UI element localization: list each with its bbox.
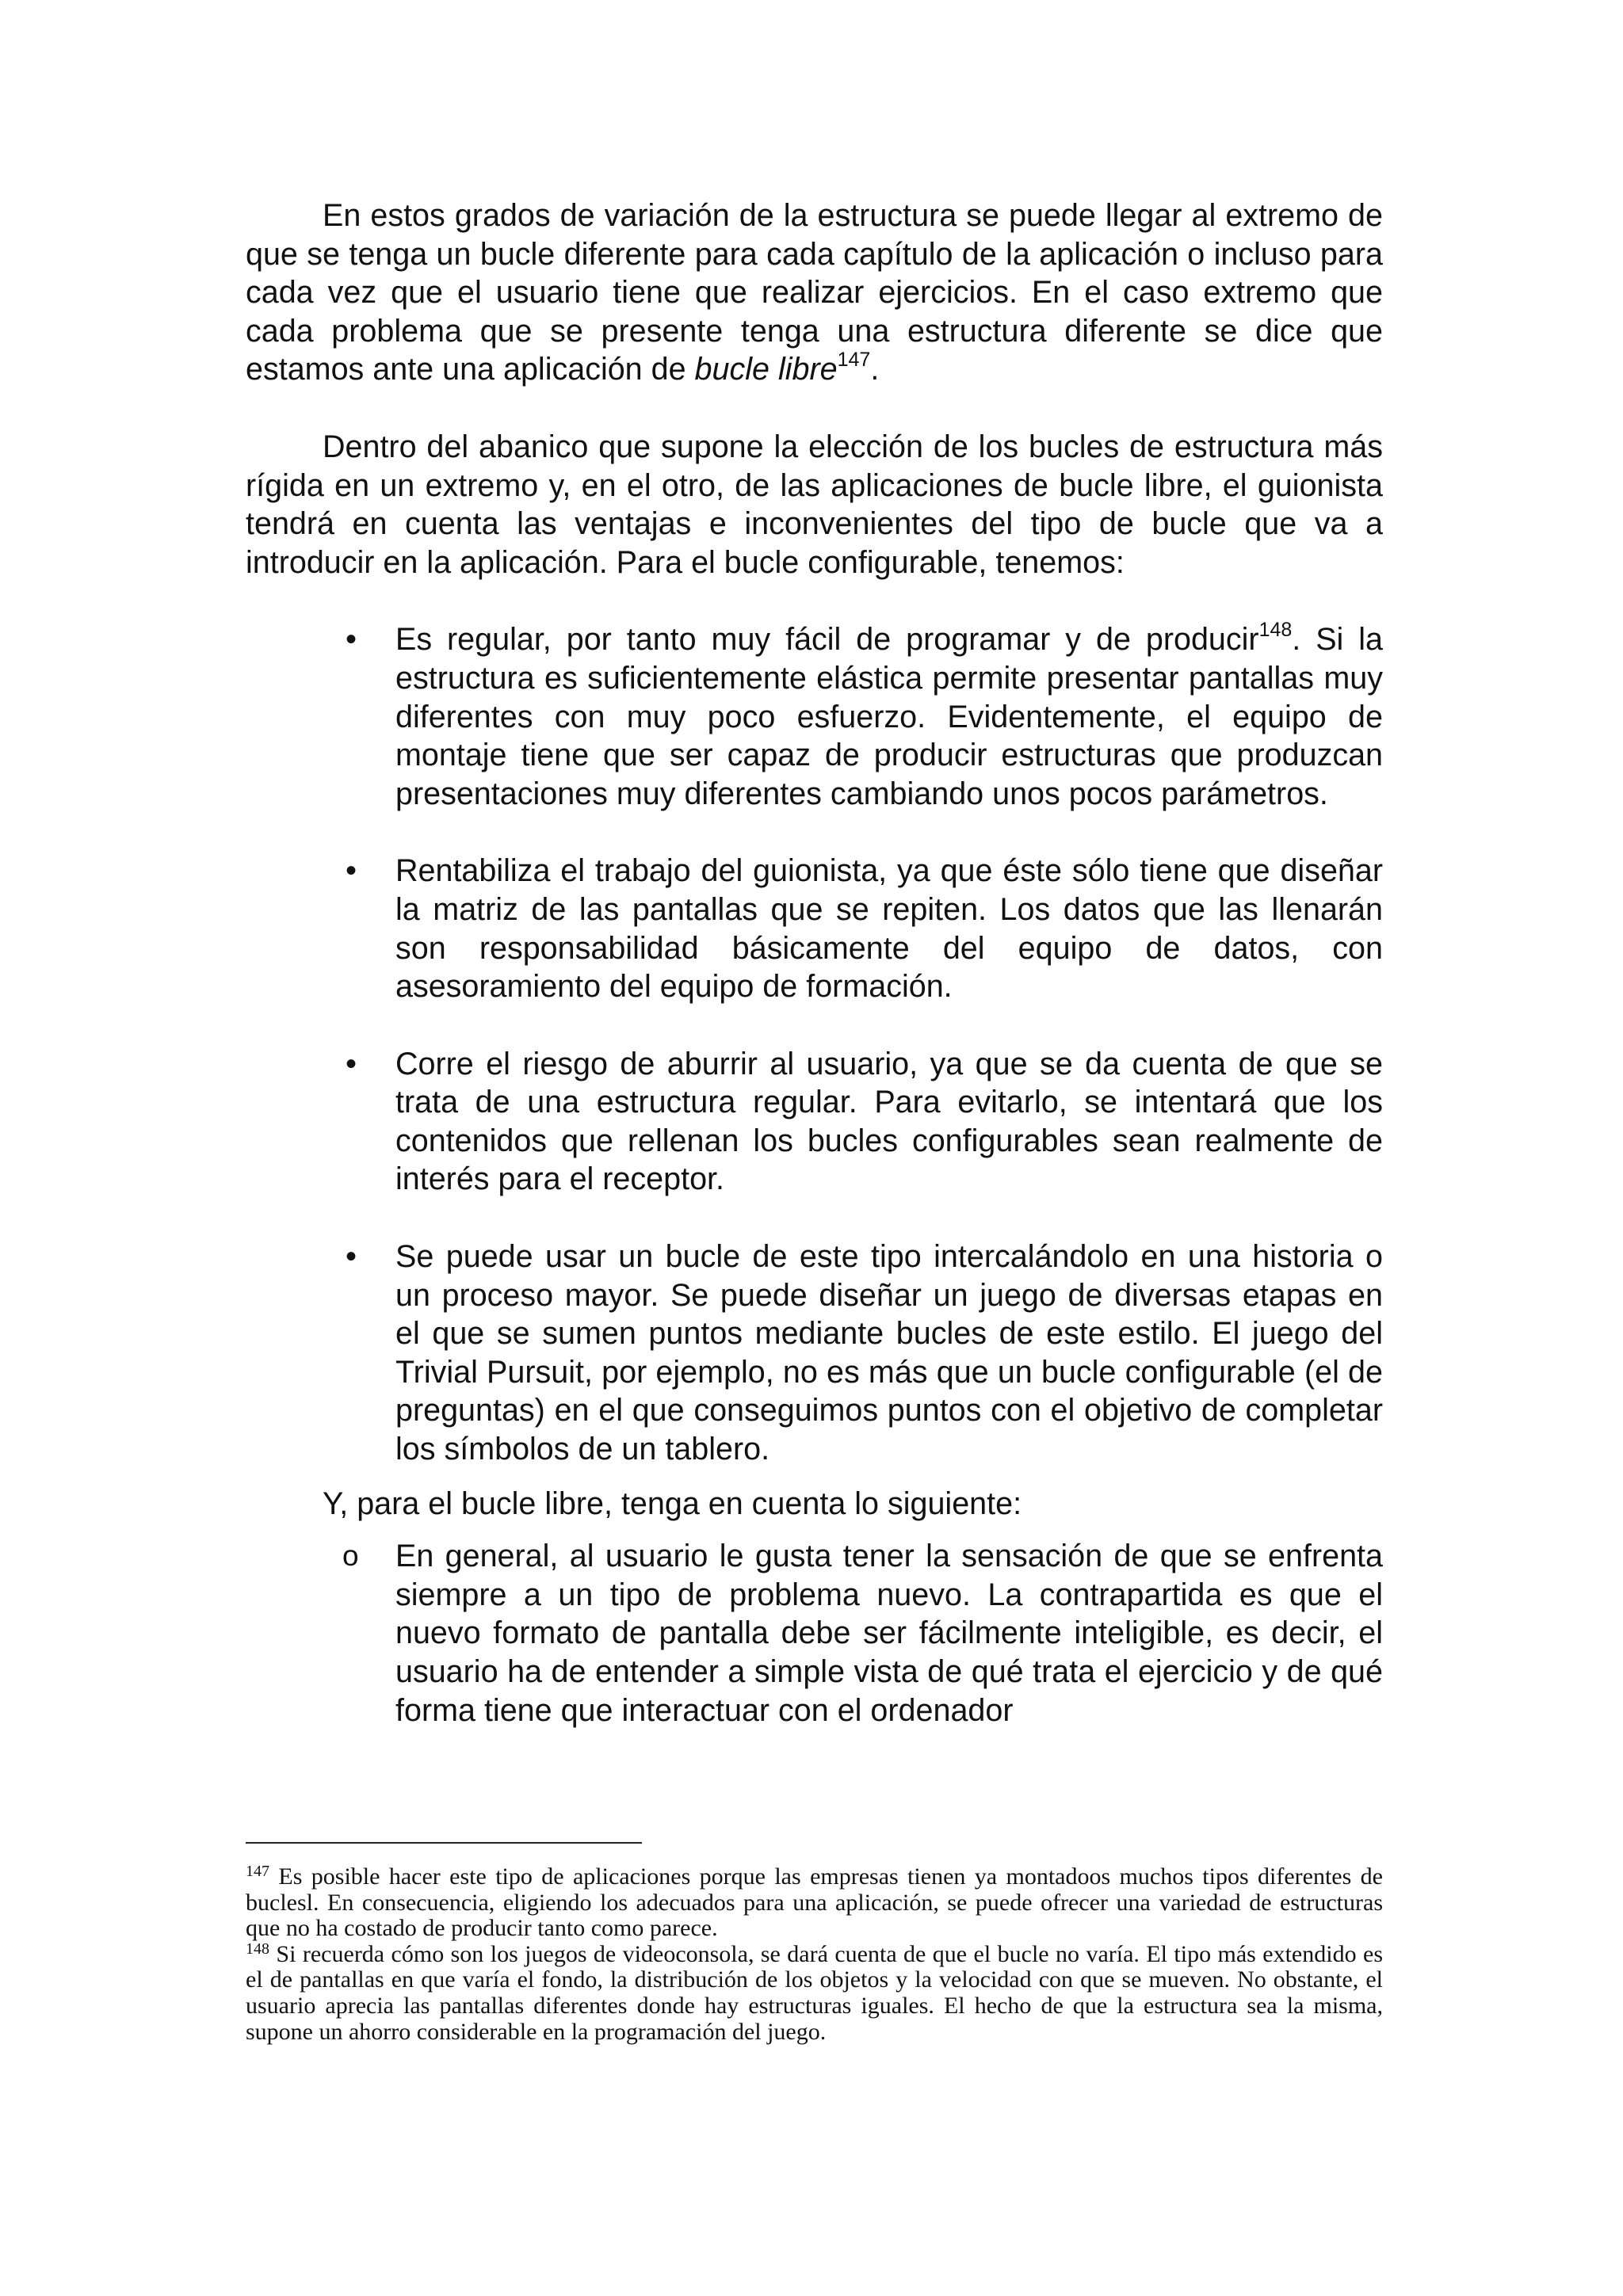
- footnote-text: Es posible hacer este tipo de aplicaciones porque las empresas tienen ya montadoos muchos tipos diferentes de buclesl. En consecuencia, eligiendo los adecuados para una aplicación, se puede ofrecer una variedad de estructuras que no ha costado de producir tanto como parece.: [246, 1863, 1383, 1942]
- list-item: [246, 620, 1383, 813]
- footnote-text: Si recuerda cómo son los juegos de videoconsola, se dará cuenta de que el bucle no varía. El tipo más extendido es el de pantallas en que varía el fondo, la distribución de los objetos y la velocidad con que se mueven. No obstante, el usuario aprecia las pantallas diferentes donde hay estructuras iguales. El hecho de que la estructura sea la misma, supone un ahorro considerable en la programación del juego.: [246, 1940, 1383, 2045]
- footnotes: [246, 1864, 1383, 2045]
- list-item-text: En general, al usuario le gusta tener la sensación de que se enfrenta siempre a un tipo de problema nuevo. La contrapartida es que el nuevo formato de pantalla debe ser fácilmente inteligible, es decir, el usuario ha de entender a simple vista de qué trata el ejercicio y de qué forma tiene que interactuar con el ordenador: [395, 1539, 1383, 1728]
- circle-list-free-loop: [246, 1537, 1383, 1730]
- footnote-number: 148: [246, 1939, 269, 1958]
- footnote-148: [246, 1939, 1383, 2045]
- list-item-text: Se puede usar un bucle de este tipo intercalándolo en una historia o un proceso mayor. Se puede diseñar un juego de diversas etapas en el que se sumen puntos mediante bucles de este estilo. El juego del Trivial Pursuit, por ejemplo, no es más que un bucle configurable (el de preguntas) en el que conseguimos puntos con el objetivo de completar los símbolos de un tablero.: [395, 1239, 1383, 1467]
- list-item-text: Es regular, por tanto muy fácil de programar y de producir: [395, 622, 1259, 658]
- circle-bullet-icon: o: [342, 1539, 359, 1573]
- list-item: [246, 1045, 1383, 1199]
- list-item-text: Corre el riesgo de aburrir al usuario, ya que se da cuenta de que se trata de una estructura regular. Para evitarlo, se intentará que los contenidos que rellenan los bucles configurables sean realmente de interés para el receptor.: [395, 1046, 1383, 1197]
- footnote-ref-147[interactable]: 147: [837, 349, 871, 372]
- list-item: [246, 1238, 1383, 1469]
- paragraph-free-loop-definition: [246, 196, 1383, 389]
- footnote-separator: [246, 1842, 642, 1844]
- italic-term: bucle libre: [694, 352, 838, 387]
- paragraph-end: .: [870, 352, 880, 387]
- bullet-icon: •: [346, 622, 357, 658]
- bullet-icon: •: [346, 853, 357, 889]
- bullet-icon: •: [346, 1239, 357, 1275]
- list-item-text: Rentabiliza el trabajo del guionista, ya que éste sólo tiene que diseñar la matriz de las pantallas que se repiten. Los datos que las llenarán son responsabilidad básicamente del equipo de datos, con asesoramiento del equipo de formación.: [395, 853, 1383, 1005]
- list-item-text-continued: . Si la estructura es suficientemente elástica permite presentar pantallas muy diferentes con muy poco esfuerzo. Evidentemente, el equipo de montaje tiene que ser capaz de producir estructuras que produzcan presentaciones muy diferentes cambiando unos pocos parámetros.: [395, 622, 1383, 811]
- bullet-icon: •: [346, 1046, 357, 1081]
- paragraph-configurable-loop-intro: Dentro del abanico que supone la elección de los bucles de estructura más rígida en un extremo y, en el otro, de las aplicaciones de bucle libre, el guionista tendrá en cuenta las ventajas e inconvenientes del tipo de bucle que va a introducir en la aplicación. Para el bucle configurable, tenemos:: [246, 429, 1383, 580]
- bullet-list-configurable-loop: [246, 620, 1383, 1468]
- list-item: [246, 1537, 1383, 1730]
- paragraph-text: En estos grados de variación de la estructura se puede llegar al extremo de que se tenga un bucle diferente para cada capítulo de la aplicación o incluso para cada vez que el usuario tiene que realizar ejercicios. En el caso extremo que cada problema que se presente tenga una estructura diferente se dice que estamos ante una aplicación de: [246, 198, 1383, 387]
- footnote-number: 147: [246, 1863, 269, 1880]
- main-text: [246, 196, 1383, 1730]
- list-item: [246, 852, 1383, 1005]
- footnote-ref-148[interactable]: 148: [1258, 619, 1293, 642]
- footnote-147: [246, 1864, 1383, 1942]
- paragraph-free-loop-intro: Y, para el bucle libre, tenga en cuenta lo siguiente:: [323, 1486, 1022, 1521]
